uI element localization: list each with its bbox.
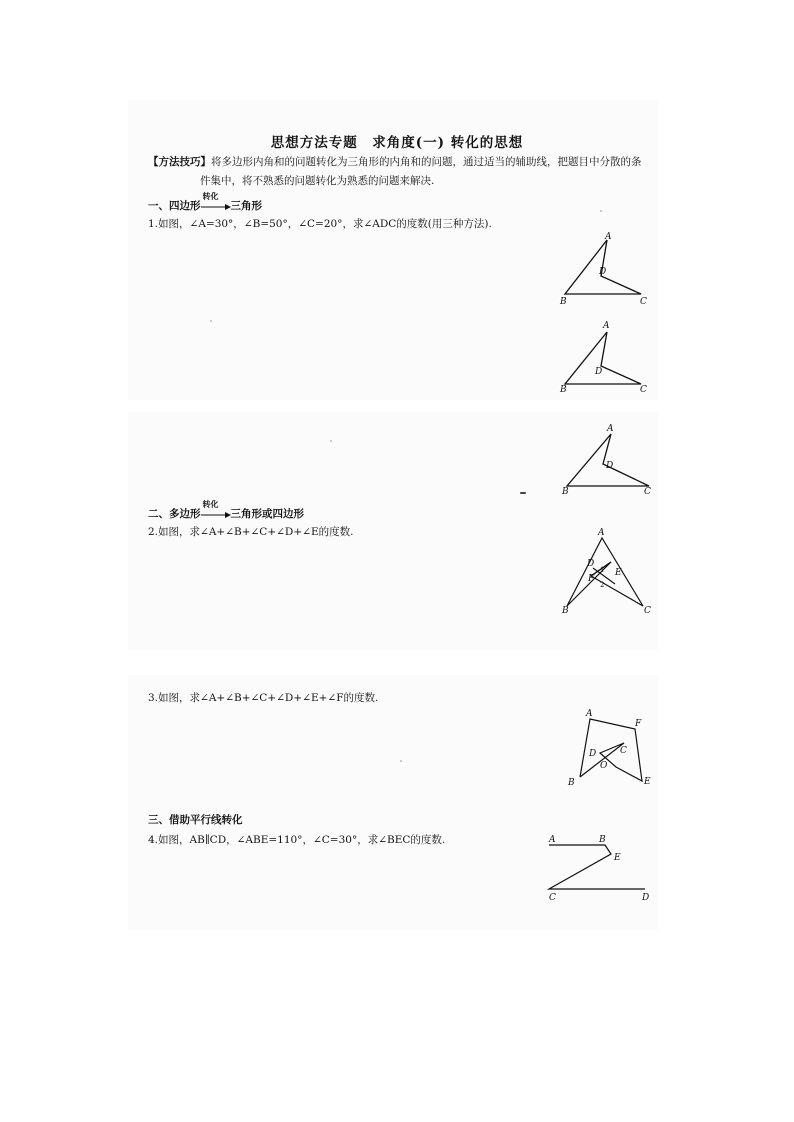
- label-c: C: [644, 606, 651, 616]
- label-f: F: [588, 574, 595, 584]
- scan-speck: [400, 760, 402, 762]
- label-d: D: [599, 267, 607, 277]
- problem-2: 2.如图，求∠A+∠B+∠C+∠D+∠E的度数.: [148, 526, 354, 538]
- label-1: 1: [600, 566, 605, 574]
- label-d: D: [606, 461, 614, 471]
- figure-1a: [555, 230, 655, 310]
- label-d: D: [642, 893, 650, 903]
- figure-1b: [555, 318, 655, 398]
- transform-arrow-icon: [201, 191, 231, 212]
- page-title: 思想方法专题 求角度(一) 转化的思想: [270, 135, 524, 151]
- section-heading-2: [148, 499, 304, 521]
- label-e: E: [615, 568, 622, 578]
- section-1-left: 一、四边形: [148, 200, 201, 212]
- label-c: C: [620, 746, 627, 756]
- label-b: B: [562, 606, 569, 616]
- section-1-right: 三角形: [230, 200, 262, 212]
- section-heading-1: [148, 191, 262, 213]
- label-o: O: [600, 761, 608, 771]
- problem-1: 1.如图，∠A=30°，∠B=50°，∠C=20°，求∠ADC的度数(用三种方法).: [148, 218, 492, 230]
- section-2-right: 三角形或四边形: [230, 508, 304, 520]
- label-c: C: [644, 487, 651, 497]
- label-b: B: [560, 297, 567, 307]
- tip-text-line2: 件集中，将不熟悉的问题转化为熟悉的问题来解决.: [200, 175, 435, 187]
- label-a: A: [603, 321, 610, 331]
- arrow-caption: 转化: [202, 499, 219, 509]
- label-b: B: [599, 835, 606, 845]
- problem-4: 4.如图，AB∥CD，∠ABE=110°，∠C=30°，求∠BEC的度数.: [148, 834, 446, 846]
- section-2-left: 二、多边形: [148, 508, 201, 520]
- label-d: D: [595, 367, 603, 377]
- label-a: A: [605, 232, 612, 242]
- label-a: A: [549, 835, 556, 845]
- label-a: A: [598, 528, 605, 538]
- figure-1c: [557, 420, 657, 500]
- figure-3: [560, 705, 660, 790]
- label-d: D: [587, 559, 595, 569]
- label-c: C: [640, 385, 647, 395]
- figure-4: [545, 830, 655, 910]
- scan-mark: [520, 492, 526, 494]
- label-a: A: [586, 709, 593, 719]
- scan-gap: [128, 650, 658, 675]
- label-b: B: [560, 385, 567, 395]
- problem-3: 3.如图，求∠A+∠B+∠C+∠D+∠E+∠F的度数.: [148, 692, 379, 704]
- label-c: C: [549, 893, 556, 903]
- label-f: F: [635, 719, 642, 729]
- figure-2: [555, 520, 660, 615]
- arrow-caption: 转化: [202, 191, 219, 201]
- scan-speck: [210, 320, 212, 322]
- scan-gap: [128, 400, 658, 412]
- label-b: B: [568, 778, 575, 788]
- scan-speck: [600, 210, 602, 212]
- transform-arrow-icon: [201, 499, 231, 520]
- scan-speck: [330, 440, 332, 442]
- tip-label: 【方法技巧】: [148, 156, 211, 168]
- section-heading-3: 三、借助平行线转化: [148, 814, 243, 826]
- label-a: A: [607, 424, 614, 434]
- tip-text-line1: 将多边形内角和的问题转化为三角形的内角和的问题，通过适当的辅助线，把题目中分散的条: [211, 156, 642, 168]
- method-tip: [148, 153, 648, 191]
- label-e: E: [644, 777, 651, 787]
- label-e: E: [614, 853, 621, 863]
- label-c: C: [640, 297, 647, 307]
- label-d: D: [589, 749, 597, 759]
- label-2: 2: [600, 581, 605, 589]
- label-b: B: [562, 487, 569, 497]
